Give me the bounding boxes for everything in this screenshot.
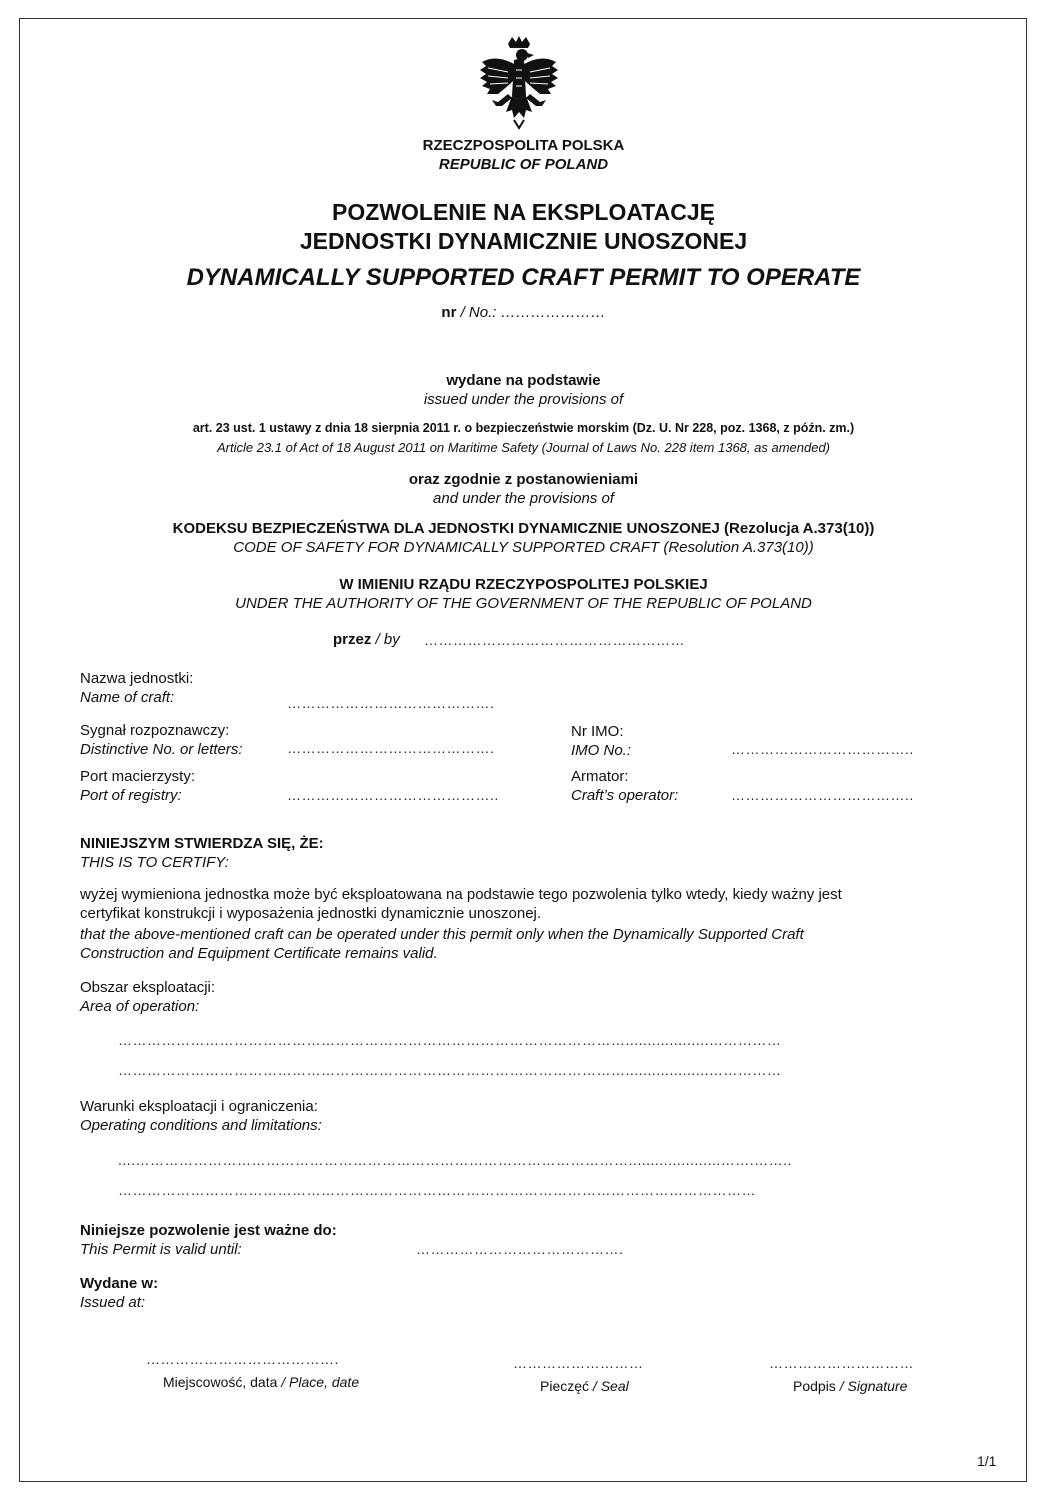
by-label-pl: przez xyxy=(333,631,372,648)
conditions-label-pl: Warunki eksploatacji i ograniczenia: xyxy=(80,1098,318,1115)
issued-under-en: issued under the provisions of xyxy=(423,391,624,408)
conditions-field-line-1[interactable]: ....………………………………………………………………………………………….....................…….…….. xyxy=(118,1152,792,1168)
number-label-en: / No.: ………………… xyxy=(460,304,606,321)
place-date-label-en: / Place, date xyxy=(281,1374,360,1390)
area-field-line-1[interactable]: ……………………………………………………………………………………………...................…………… xyxy=(118,1032,782,1048)
title-pl-line-1: POZWOLENIE NA EKSPLOATACJĘ xyxy=(332,199,715,225)
issued-at-label-en: Issued at: xyxy=(80,1294,146,1311)
certify-heading-en: THIS IS TO CERTIFY: xyxy=(80,854,229,871)
signature-label-en: / Signature xyxy=(839,1378,908,1394)
country-name-en: REPUBLIC OF POLAND xyxy=(438,156,609,173)
code-pl: KODEKSU BEZPIECZEŃSTWA DLA JEDNOSTKI DYNAMICZNIE UNOSZONEJ (Rezolucja A.373(10)) xyxy=(172,520,875,537)
and-provisions-pl: oraz zgodnie z postanowieniami xyxy=(408,471,639,488)
title-en: DYNAMICALLY SUPPORTED CRAFT PERMIT TO OPERATE xyxy=(186,264,861,291)
operator-field[interactable]: ……………………………….. xyxy=(731,787,914,803)
valid-until-label-pl: Niniejsze pozwolenie jest ważne do: xyxy=(80,1222,337,1239)
imo-field[interactable]: ……………………………….. xyxy=(731,741,914,757)
port-label-en: Port of registry: xyxy=(80,787,182,804)
port-field[interactable]: …………………………………….. xyxy=(287,787,499,803)
conditions-field-line-2[interactable]: …………………………………………………………………………………………………………………… xyxy=(118,1182,756,1198)
seal-label-pl: Pieczęć xyxy=(540,1378,590,1394)
certify-text-en-1: that the above-mentioned craft can be operated under this permit only when the Dynamically Supported Craft xyxy=(80,926,804,943)
article-en: Article 23.1 of Act of 18 August 2011 on Maritime Safety (Journal of Laws No. 228 item 1368, as amended) xyxy=(216,440,831,455)
issued-at-label-pl: Wydane w: xyxy=(80,1275,159,1292)
conditions-label-en: Operating conditions and limitations: xyxy=(80,1117,322,1134)
authority-pl: W IMIENIU RZĄDU RZECZYPOSPOLITEJ POLSKIEJ xyxy=(339,576,708,593)
place-date-field[interactable]: …………………………………. xyxy=(146,1351,339,1367)
issued-under-pl: wydane na podstawie xyxy=(446,372,601,389)
number-label-pl: nr xyxy=(441,304,457,321)
by-label-en: / by xyxy=(375,631,400,648)
area-field-line-2[interactable]: ……………………………………………………………………………………………...................…………… xyxy=(118,1062,782,1078)
seal-label xyxy=(540,1378,629,1394)
area-label-pl: Obszar eksploatacji: xyxy=(80,979,216,996)
operator-label-pl: Armator: xyxy=(571,768,629,785)
distinctive-field[interactable]: ……………………………………. xyxy=(287,740,495,756)
certify-text-en-2: Construction and Equipment Certificate remains valid. xyxy=(80,945,438,962)
area-label-en: Area of operation: xyxy=(80,998,200,1015)
article-pl: art. 23 ust. 1 ustawy z dnia 18 sierpnia 2011 r. o bezpieczeństwie morskim (Dz. U. Nr 228, poz. 1368, z późn. zm.) xyxy=(192,421,855,435)
port-label-pl: Port macierzysty: xyxy=(80,768,196,785)
certify-text-pl-1: wyżej wymieniona jednostka może być eksploatowana na podstawie tego pozwolenia tylko wtedy, kiedy ważny jest xyxy=(80,886,842,903)
valid-until-field[interactable]: ……………………………………. xyxy=(416,1241,624,1257)
and-provisions-en: and under the provisions of xyxy=(433,490,614,507)
title-pl-line-2: JEDNOSTKI DYNAMICZNIE UNOSZONEJ xyxy=(299,228,748,254)
signature-label xyxy=(793,1378,907,1394)
certify-text-pl-2: certyfikat konstrukcji i wyposażenia jednostki dynamicznie unoszonej. xyxy=(80,905,542,922)
craft-name-label-pl: Nazwa jednostki: xyxy=(80,670,194,687)
permit-number xyxy=(0,304,1047,321)
seal-label-en: / Seal xyxy=(592,1378,629,1394)
authority-en: UNDER THE AUTHORITY OF THE GOVERNMENT OF THE REPUBLIC OF POLAND xyxy=(235,595,812,612)
seal-field[interactable]: ……………………… xyxy=(513,1355,644,1371)
signature-label-pl: Podpis xyxy=(793,1378,836,1394)
country-name-pl: RZECZPOSPOLITA POLSKA xyxy=(422,137,625,154)
imo-label-pl: Nr IMO: xyxy=(571,723,624,740)
distinctive-label-en: Distinctive No. or letters: xyxy=(80,741,243,758)
issued-by-label xyxy=(333,631,400,648)
page-number: 1/1 xyxy=(977,1453,997,1469)
certify-heading-pl: NINIEJSZYM STWIERDZA SIĘ, ŻE: xyxy=(80,835,324,852)
issued-by-field[interactable]: ……………………………………………… xyxy=(424,632,685,648)
place-date-label-pl: Miejscowość, data xyxy=(163,1374,278,1390)
craft-name-label-en: Name of craft: xyxy=(80,689,175,706)
operator-label-en: Craft’s operator: xyxy=(571,787,679,804)
signature-field[interactable]: ………………………… xyxy=(769,1355,914,1371)
polish-eagle-emblem-icon xyxy=(478,36,560,130)
imo-label-en: IMO No.: xyxy=(571,742,632,759)
craft-name-field[interactable]: ……………………………………. xyxy=(287,695,495,711)
distinctive-label-pl: Sygnał rozpoznawczy: xyxy=(80,722,230,739)
code-en: CODE OF SAFETY FOR DYNAMICALLY SUPPORTED CRAFT (Resolution A.373(10)) xyxy=(233,539,814,556)
valid-until-label-en: This Permit is valid until: xyxy=(80,1241,242,1258)
place-date-label xyxy=(163,1374,359,1390)
